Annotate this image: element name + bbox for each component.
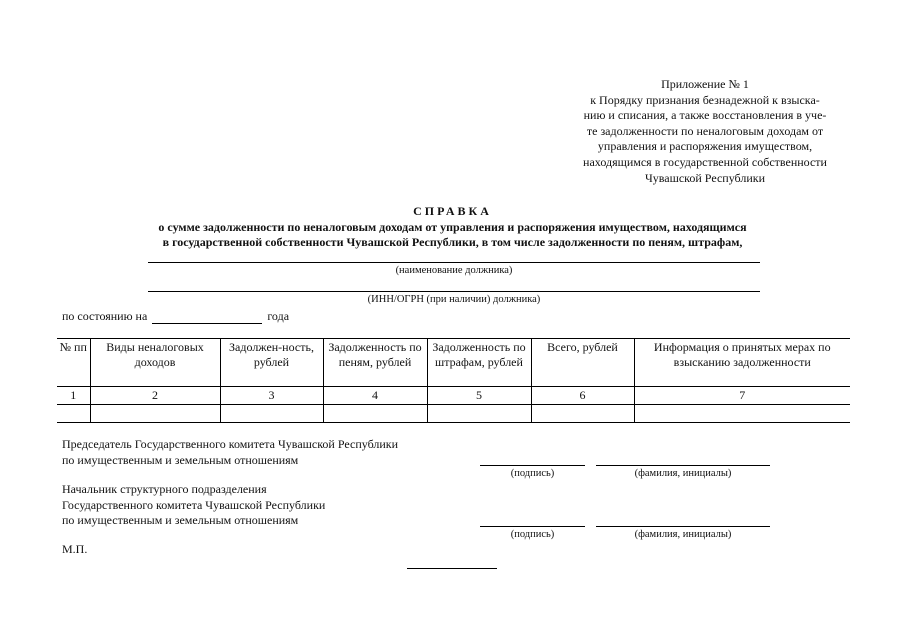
appendix-note <box>540 77 870 186</box>
as-of-date-blank[interactable] <box>152 311 262 324</box>
head-name-blank[interactable] <box>596 526 770 527</box>
column-number: 4 <box>323 387 427 405</box>
column-number: 1 <box>57 387 90 405</box>
appendix-title: Приложение № 1 <box>661 77 749 91</box>
table-cell[interactable] <box>634 405 850 423</box>
column-number: 5 <box>427 387 531 405</box>
column-header: № пп <box>57 339 90 387</box>
signature-caption: (подпись) <box>510 468 555 479</box>
stamp-placeholder: М.П. <box>62 542 88 556</box>
table-cell[interactable] <box>323 405 427 423</box>
column-header: Задолженность по штрафам, рублей <box>427 339 531 387</box>
signatory-title: по имущественным и земельным отношениям <box>62 452 299 467</box>
signatory-title: по имущественным и земельным отношениям <box>62 513 299 528</box>
column-number: 7 <box>634 387 850 405</box>
debtor-inn-caption: (ИНН/ОГРН (при наличии) должника) <box>367 294 541 305</box>
debtor-name-caption: (наименование должника) <box>395 265 513 276</box>
table-cell[interactable] <box>220 405 323 423</box>
column-number: 3 <box>220 387 323 405</box>
column-header: Всего, рублей <box>531 339 634 387</box>
column-header: Задолжен-ность, рублей <box>220 339 323 387</box>
chair-name-blank[interactable] <box>596 465 770 466</box>
table-cell[interactable] <box>531 405 634 423</box>
signatory-title: Начальник структурного подразделения <box>62 482 267 496</box>
appendix-line: управления и распоряжения имуществом, <box>597 139 813 154</box>
column-header: Информация о принятых мерах по взысканию задолженности <box>634 339 850 387</box>
footnote-separator <box>407 568 497 569</box>
column-number: 2 <box>90 387 220 405</box>
debt-table <box>57 338 850 423</box>
column-header: Виды неналоговых доходов <box>90 339 220 387</box>
table-cell[interactable] <box>57 405 90 423</box>
document-subtitle-line: в государственной собственности Чувашской Республики, в том числе задолженности по пеням, штрафам, <box>162 235 743 249</box>
debtor-name-blank[interactable] <box>148 262 760 263</box>
signatory-title: Председатель Государственного комитета Чувашской Республики <box>62 437 399 451</box>
head-signature-block <box>62 482 325 529</box>
table-cell[interactable] <box>90 405 220 423</box>
appendix-line: Чувашской Республики <box>644 170 766 185</box>
name-caption: (фамилия, инициалы) <box>634 529 732 540</box>
name-caption: (фамилия, инициалы) <box>634 468 732 479</box>
signatory-title: Государственного комитета Чувашской Республики <box>62 497 326 512</box>
column-number: 6 <box>531 387 634 405</box>
table-header-row <box>57 339 850 387</box>
head-signature-blank[interactable] <box>480 526 585 527</box>
table-row <box>57 387 850 405</box>
document-heading <box>0 204 905 251</box>
as-of-suffix: года <box>267 309 290 323</box>
as-of-date-row <box>62 309 289 324</box>
document-subtitle-line: о сумме задолженности по неналоговым доходам от управления и распоряжения имуществом, находящимся <box>158 219 747 234</box>
signature-caption: (подпись) <box>510 529 555 540</box>
appendix-line: те задолженности по неналоговым доходам от <box>586 123 824 138</box>
appendix-line: нию и списания, а также восстановления в уче- <box>583 108 827 123</box>
chair-signature-blank[interactable] <box>480 465 585 466</box>
column-header: Задолженность по пеням, рублей <box>323 339 427 387</box>
appendix-line: к Порядку признания безнадежной к взыска- <box>590 92 820 107</box>
document-title: СПРАВКА <box>413 204 492 218</box>
appendix-line: находящимся в государственной собственности <box>583 154 827 169</box>
debtor-inn-blank[interactable] <box>148 291 760 292</box>
table-cell[interactable] <box>427 405 531 423</box>
chair-signature-block <box>62 437 398 468</box>
as-of-prefix: по состоянию на <box>62 309 148 323</box>
table-row <box>57 405 850 423</box>
